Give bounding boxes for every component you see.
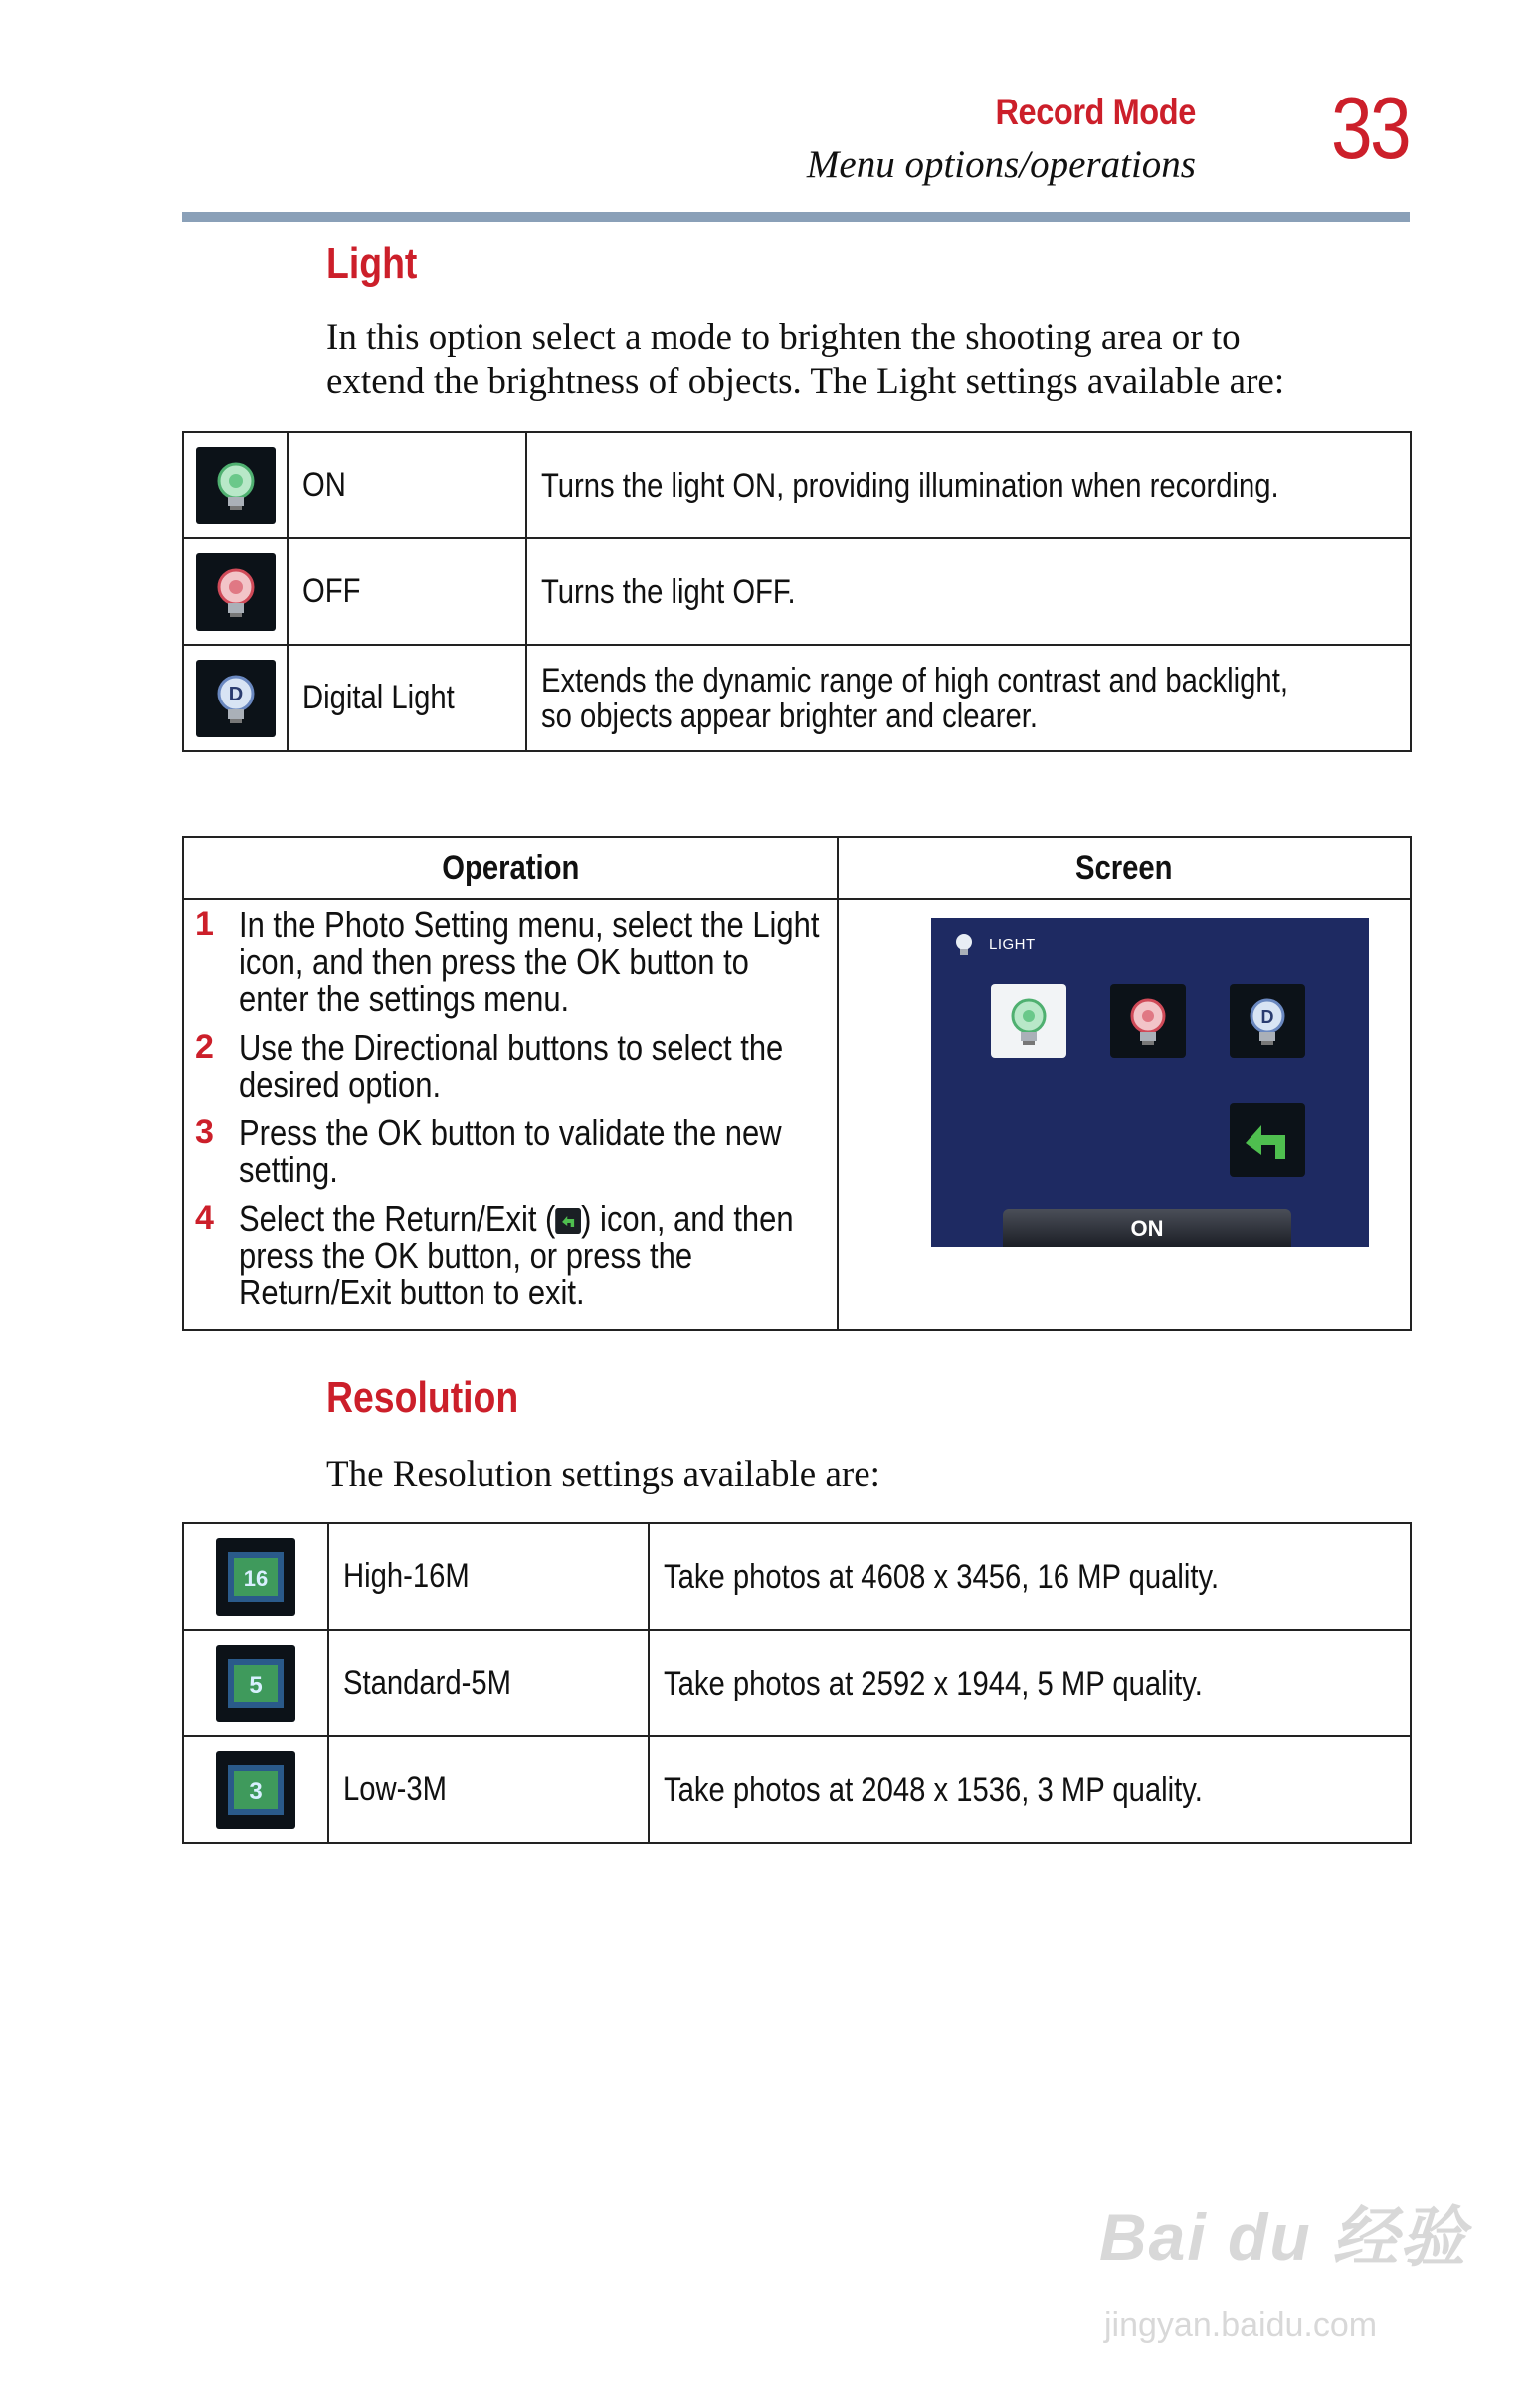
option-name: Low-3M bbox=[328, 1736, 649, 1843]
step-4 bbox=[195, 1200, 836, 1310]
screen-digital-light-option[interactable] bbox=[1230, 984, 1305, 1058]
icon-cell bbox=[183, 1630, 328, 1736]
table-row bbox=[183, 899, 1411, 1330]
option-name: High-16M bbox=[328, 1523, 649, 1630]
table-row bbox=[183, 538, 1411, 645]
step-number: 2 bbox=[195, 1028, 214, 1066]
resolution-3m-icon bbox=[216, 1751, 295, 1829]
step-text: Use the Directional buttons to select the desired option. bbox=[239, 1027, 784, 1104]
light-intro-line-2: extend the brightness of objects. The Light settings available are: bbox=[326, 361, 1285, 402]
option-description: Take photos at 2592 x 1944, 5 MP quality. bbox=[649, 1630, 1411, 1736]
svg-text:D: D bbox=[1260, 1007, 1274, 1027]
operation-steps-cell bbox=[183, 899, 838, 1330]
table-row bbox=[183, 645, 1411, 751]
return-exit-icon bbox=[555, 1208, 581, 1234]
table-row bbox=[183, 1736, 1411, 1843]
svg-text:16: 16 bbox=[243, 1565, 269, 1591]
icon-cell bbox=[183, 1523, 328, 1630]
svg-text:3: 3 bbox=[249, 1777, 263, 1805]
step-number: 1 bbox=[195, 905, 214, 943]
step-number: 3 bbox=[195, 1113, 214, 1151]
screen-title: LIGHT bbox=[989, 936, 1036, 953]
screen-cell bbox=[838, 899, 1411, 1330]
resolution-heading: Resolution bbox=[326, 1373, 519, 1422]
description-line-2: so objects appear brighter and clearer. bbox=[540, 697, 1038, 735]
svg-text:D: D bbox=[228, 683, 243, 705]
step-2 bbox=[195, 1029, 836, 1102]
resolution-16m-icon bbox=[216, 1538, 295, 1616]
light-intro-line-1: In this option select a mode to brighten the shooting area or to bbox=[326, 317, 1241, 358]
digital-light-icon bbox=[196, 660, 276, 737]
light-small-icon bbox=[949, 930, 979, 960]
light-intro bbox=[326, 316, 1421, 404]
icon-cell bbox=[183, 432, 288, 538]
step-1 bbox=[195, 906, 836, 1017]
step-text: In the Photo Setting menu, select the Light icon, and then press the OK button to enter the settings menu. bbox=[239, 904, 820, 1019]
table-row bbox=[183, 1630, 1411, 1736]
steps-list bbox=[185, 906, 836, 1310]
camera-screen bbox=[931, 918, 1369, 1247]
option-description: Turns the light ON, providing illumination when recording. bbox=[526, 432, 1411, 538]
option-description: Take photos at 2048 x 1536, 3 MP quality. bbox=[649, 1736, 1411, 1843]
light-options-table bbox=[182, 431, 1412, 752]
table-row bbox=[183, 432, 1411, 538]
column-header-operation: Operation bbox=[183, 837, 838, 899]
resolution-intro: The Resolution settings available are: bbox=[326, 1454, 880, 1495]
page-number: 33 bbox=[1331, 79, 1410, 177]
light-heading: Light bbox=[326, 239, 418, 288]
light-on-icon bbox=[196, 447, 276, 524]
step-number: 4 bbox=[195, 1199, 214, 1237]
option-description: Turns the light OFF. bbox=[526, 538, 1411, 645]
column-header-screen: Screen bbox=[838, 837, 1411, 899]
light-off-icon bbox=[196, 553, 276, 631]
watermark-url: jingyan.baidu.com bbox=[1104, 2306, 1378, 2344]
subsection-title: Menu options/operations bbox=[806, 143, 1196, 186]
option-name: ON bbox=[288, 432, 526, 538]
step-3 bbox=[195, 1114, 836, 1188]
screen-light-off-option[interactable] bbox=[1110, 984, 1186, 1058]
watermark-logo: Bai du 经验 bbox=[1099, 2200, 1468, 2274]
description-line-1: Extends the dynamic range of high contrast and backlight, bbox=[540, 661, 1288, 700]
resolution-5m-icon bbox=[216, 1645, 295, 1722]
option-name: OFF bbox=[288, 538, 526, 645]
header-rule bbox=[182, 212, 1410, 222]
option-description bbox=[526, 645, 1411, 751]
svg-text:5: 5 bbox=[249, 1671, 263, 1699]
option-name: Standard-5M bbox=[328, 1630, 649, 1736]
step-text: Press the OK button to validate the new setting. bbox=[239, 1112, 782, 1190]
icon-cell bbox=[183, 538, 288, 645]
operation-table bbox=[182, 836, 1412, 1331]
icon-cell bbox=[183, 1736, 328, 1843]
option-name: Digital Light bbox=[288, 645, 526, 751]
step-text: Select the Return/Exit ( ) icon, and then press the OK button, or press the Return/Exit button to exit. bbox=[239, 1198, 794, 1312]
selected-option-bar: ON bbox=[1003, 1209, 1291, 1247]
table-row bbox=[183, 1523, 1411, 1630]
screen-light-on-option[interactable] bbox=[991, 984, 1066, 1058]
table-header-row bbox=[183, 837, 1411, 899]
resolution-options-table bbox=[182, 1522, 1412, 1844]
icon-cell bbox=[183, 645, 288, 751]
section-title: Record Mode bbox=[995, 92, 1196, 132]
return-icon[interactable] bbox=[1230, 1103, 1305, 1177]
option-description: Take photos at 4608 x 3456, 16 MP quality. bbox=[649, 1523, 1411, 1630]
